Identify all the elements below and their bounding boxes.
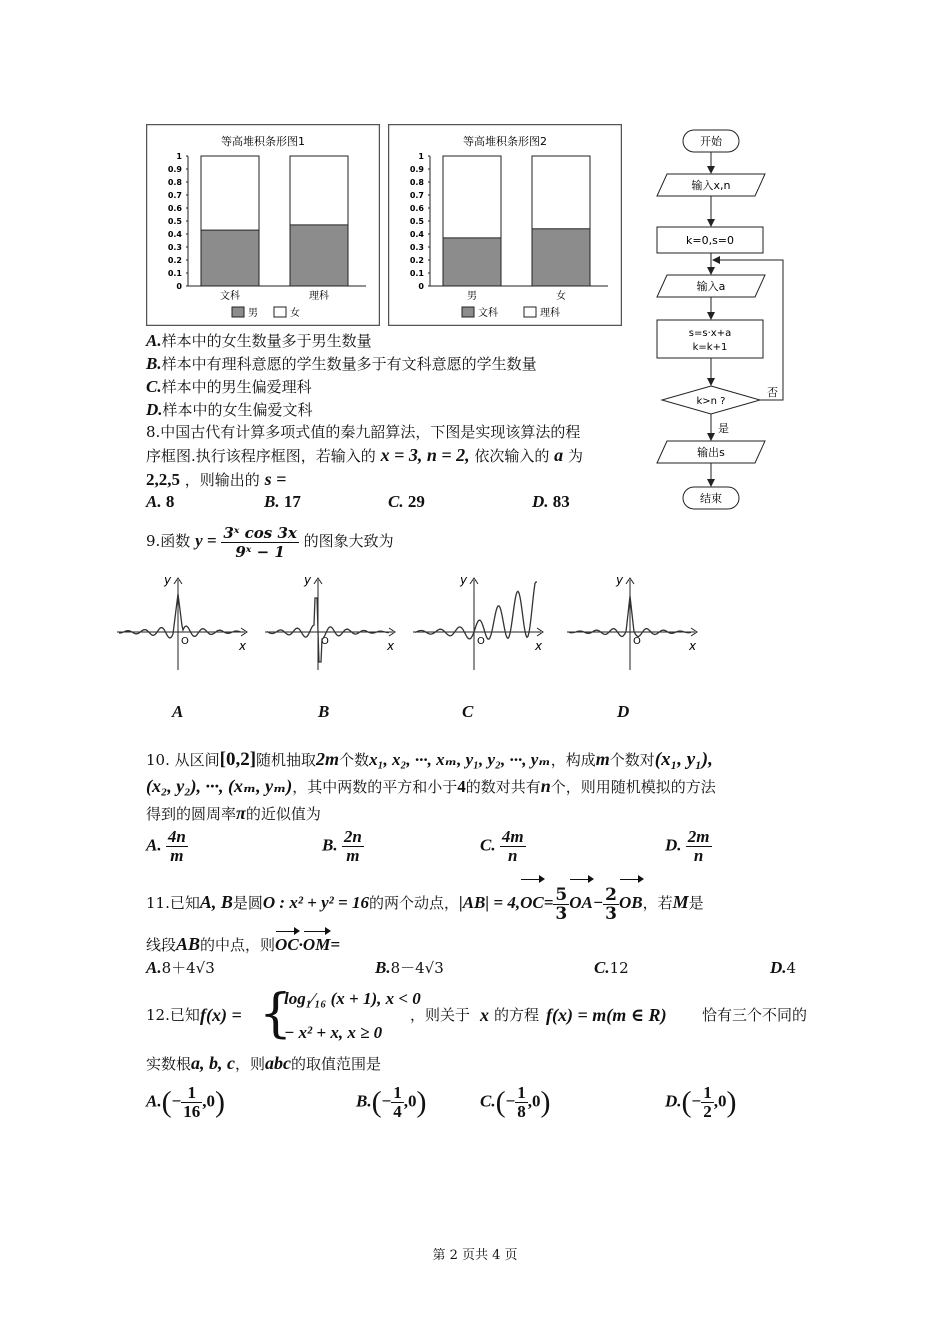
q7-option-c	[146, 376, 312, 398]
origin-label: O	[321, 636, 329, 647]
q12-text: ，则	[235, 1055, 266, 1073]
y-tick-label: 1	[176, 152, 182, 161]
q12-option-b: B.(− $\frac{1}{4}$ ,0)	[356, 1083, 427, 1121]
q8-text: 序框图.执行该程序框图，若输入的	[146, 447, 376, 465]
y-tick-label: 0.2	[167, 256, 182, 265]
q10-pair: (x₁, y₁),	[654, 749, 713, 770]
origin-label: O	[633, 636, 641, 647]
q12-x: x	[480, 1005, 489, 1025]
y-tick-label: 0.4	[167, 230, 182, 239]
q9-label-b: B	[318, 702, 330, 721]
q10-text: ，其中两数的平方和小于	[292, 778, 458, 796]
frac-den: 3	[555, 903, 568, 924]
zero: ,0	[527, 1091, 541, 1111]
q8-values: 2,2,5	[146, 470, 180, 489]
q11-eq: =	[543, 893, 554, 912]
q11-line2	[146, 932, 340, 957]
q10-option-c	[480, 828, 526, 865]
y-tick-label: 0.3	[409, 243, 424, 252]
zero: ,0	[713, 1091, 727, 1111]
q8-option-c	[388, 492, 425, 512]
option-label: C.	[594, 958, 610, 977]
q8-line2	[146, 444, 583, 467]
q11-circle: O : x² + y² = 16	[262, 893, 369, 912]
option-value: 29	[407, 492, 425, 511]
q9-graph-A	[117, 573, 247, 670]
q12-line2	[146, 1052, 381, 1075]
q8-option-b	[264, 492, 301, 512]
frac-den: m	[346, 846, 360, 865]
flow-start-label: 开始	[700, 135, 722, 148]
q11-dot: ·	[298, 935, 303, 954]
option-label: D.	[665, 1091, 682, 1111]
q11-vec-oc: OC	[275, 933, 299, 957]
flow-init-label: k=0,s=0	[685, 234, 735, 247]
q8-text: 依次输入的	[474, 447, 550, 465]
option-value: 17	[283, 492, 301, 511]
chart2-legend-swatch-wenke	[462, 307, 474, 317]
q11-option-d	[770, 957, 796, 979]
q11-ab: A, B	[199, 892, 233, 912]
q10-text: 的数对共有	[465, 778, 541, 796]
q10-text: 10. 从区间	[146, 751, 220, 769]
option-label: D.	[532, 492, 549, 511]
q12-option-a: A.(− $\frac{1}{16}$ ,0)	[146, 1083, 226, 1121]
option-text: 样本中的女生偏爱文科	[162, 401, 313, 419]
option-value: 8－4√3	[390, 959, 444, 977]
q10-m: m	[595, 749, 610, 769]
minus: −	[505, 1091, 516, 1111]
frac-num: 4m	[501, 827, 524, 846]
option-label: C.	[480, 1091, 496, 1111]
flow-input-xn-label: 输入x,n	[691, 179, 731, 192]
frac-den: m	[170, 846, 184, 865]
q12-option-d: D.(− $\frac{1}{2}$ ,0)	[665, 1083, 737, 1121]
q10-text: 随机抽取	[256, 751, 317, 769]
q8-a-var: a	[554, 445, 564, 465]
q11-option-c	[594, 957, 629, 979]
q10-option-d	[665, 828, 712, 865]
origin-label: O	[477, 636, 485, 647]
q11-option-a	[146, 957, 215, 979]
option-label: A.	[146, 1091, 162, 1111]
q11-text: 是圆	[232, 894, 263, 912]
y-tick-label: 0	[176, 282, 182, 291]
flow-input-a-label: 输入a	[696, 280, 726, 293]
frac-num: 1	[703, 1083, 712, 1102]
option-text: 样本中有理科意愿的学生数量多于有文科意愿的学生数量	[161, 355, 537, 373]
minus: −	[381, 1091, 392, 1111]
q11-text: 是	[688, 894, 704, 912]
q8-line1: 8.中国古代有计算多项式值的秦九韶算法，下图是实现该算法的程	[146, 423, 581, 441]
y-tick-label: 0.9	[167, 165, 182, 174]
q9-label-d: D	[617, 702, 630, 721]
chart1-legend-swatch-female	[274, 307, 286, 317]
q10-pi: π	[236, 803, 246, 823]
q11-text: ，若	[642, 894, 673, 912]
q10-text: 的近似值为	[245, 805, 321, 823]
minus: −	[171, 1091, 182, 1111]
q10-n: n	[540, 776, 551, 796]
q9-fraction	[221, 524, 298, 561]
q8-text: 为	[567, 447, 583, 465]
y-tick-label: 0.6	[167, 204, 182, 213]
q10-line3	[146, 802, 321, 825]
chart1-legend-female: 女	[290, 308, 300, 319]
flow-output-label: 输出s	[697, 446, 725, 459]
chart1-category-1: 文科	[220, 291, 240, 302]
q10-text: 个数	[339, 751, 370, 769]
frac-den: n	[693, 846, 704, 865]
frac-num: 2m	[687, 827, 710, 846]
frac-num: 1	[517, 1083, 526, 1102]
y-tick-label: 0.5	[167, 217, 182, 226]
y-tick-label: 0.4	[409, 230, 424, 239]
curve	[267, 598, 389, 662]
q12-fx: f(x) =	[200, 1005, 242, 1025]
axis-x-label: x	[689, 639, 697, 653]
q12-text: 的方程	[494, 1006, 540, 1024]
q11-ab-seg: AB	[176, 934, 201, 954]
option-label: B.	[322, 835, 338, 855]
chart1-category-2: 理科	[309, 291, 329, 302]
q9-graph-B	[265, 573, 395, 670]
axis-y-label: y	[460, 573, 468, 587]
flow-body-line1: s=s·x+a	[688, 328, 732, 339]
origin-label: O	[181, 636, 189, 647]
flow-yes-label: 是	[718, 422, 729, 435]
y-tick-label: 0.9	[409, 165, 424, 174]
q10-text: 个数对	[609, 751, 655, 769]
q10-four: 4	[457, 777, 466, 796]
chart2-bar-male-wenke	[443, 238, 501, 286]
option-value: 12	[609, 959, 629, 977]
option-value: 8	[165, 492, 175, 511]
frac-num: 4n	[167, 827, 186, 846]
chart1-bar-like-male	[290, 225, 348, 286]
q12-option-c: C.(− $\frac{1}{8}$ ,0)	[480, 1083, 551, 1121]
flow-end-label: 结束	[700, 492, 722, 505]
q10-pairs: (x₂, y₂), ···, (xₘ, yₘ)	[146, 776, 293, 796]
frac-den: 4	[393, 1102, 402, 1121]
y-tick-label: 0.2	[409, 256, 424, 265]
q9-graph-D	[567, 573, 697, 670]
q10-option-b	[322, 828, 364, 865]
q10-sequence: x₁, x₂, ···, xₘ, y₁, y₂, ···, yₘ	[369, 750, 551, 769]
y-tick-label: 0.1	[409, 269, 424, 278]
q11-minus: −	[592, 893, 604, 912]
axis-y-label: y	[304, 573, 312, 587]
chart2-legend-like: 理科	[540, 308, 560, 319]
q11-m: M	[672, 892, 689, 912]
q9-stem	[146, 521, 394, 561]
axis-x-label: x	[387, 639, 395, 653]
y-tick-label: 0.8	[409, 178, 424, 187]
frac-num: 2	[605, 884, 618, 905]
chart1-legend-swatch-male	[232, 307, 244, 317]
flow-body-line2: k=k+1	[692, 342, 728, 353]
q7-option-b	[146, 353, 537, 375]
q9-numerator: 3ˣ cos 3x	[223, 523, 297, 542]
frac-num: 2n	[343, 827, 362, 846]
chart1-bar-wenke-male	[201, 230, 259, 286]
frac-num: 1	[181, 1084, 202, 1103]
y-tick-label: 0.7	[409, 191, 424, 200]
chart2-bar-female-wenke	[532, 229, 590, 286]
q11-text: 的两个动点，	[368, 894, 459, 912]
frac-den: 16	[183, 1102, 201, 1121]
q11-text: 的中点，则	[200, 936, 276, 954]
curve	[415, 582, 537, 639]
frac-num: 5	[555, 884, 568, 905]
chart2-category-2: 女	[556, 291, 566, 302]
q12-text: 12.已知	[146, 1006, 200, 1024]
q11-vec-om: OM	[303, 933, 330, 957]
q7-option-d	[146, 399, 313, 421]
q11-abs-ab: |AB| = 4,	[458, 893, 521, 912]
stacked-bar-chart-2	[388, 124, 622, 326]
q12-case1: log₁⁄₁₆ (x + 1), x < 0	[284, 989, 421, 1008]
option-value: 83	[552, 492, 570, 511]
q12-case2: − x² + x, x ≥ 0	[284, 1023, 383, 1042]
q11-vec-ob: OB	[619, 881, 643, 925]
option-label: D.	[146, 400, 163, 419]
option-label: A.	[146, 492, 162, 511]
q12-text: 实数根	[146, 1055, 192, 1073]
q8-option-d	[532, 492, 570, 512]
q10-text: 个，则用随机模拟的方法	[550, 778, 716, 796]
q10-text: 得到的圆周率	[146, 805, 237, 823]
y-tick-label: 0.8	[167, 178, 182, 187]
q12-abc-list: a, b, c	[191, 1053, 236, 1073]
q11-option-b	[375, 957, 444, 979]
y-tick-label: 0.5	[409, 217, 424, 226]
page-footer: 第 2 页共 4 页	[432, 1248, 518, 1263]
option-label: D.	[665, 835, 682, 855]
option-label: C.	[146, 377, 162, 396]
q9-denominator: 9ˣ − 1	[235, 542, 285, 561]
y-tick-label: 1	[418, 152, 424, 161]
option-label: C.	[388, 492, 404, 511]
q10-line1	[146, 745, 713, 774]
q9-graphs	[115, 572, 700, 672]
q8-line3	[146, 468, 286, 491]
y-tick-label: 0.6	[409, 204, 424, 213]
axis-y-label: y	[616, 573, 624, 587]
q8-input-math: x = 3, n = 2,	[380, 445, 470, 465]
q11-line1	[146, 880, 704, 925]
option-text: 样本中的男生偏爱理科	[161, 378, 312, 396]
flow-no-label: 否	[767, 386, 778, 399]
q9-graph-C	[413, 573, 543, 670]
q10-2m: 2m	[316, 749, 340, 769]
option-label: C.	[480, 835, 496, 855]
y-tick-label: 0	[418, 282, 424, 291]
chart1-title: 等高堆积条形图1	[221, 135, 305, 148]
minus: −	[691, 1091, 702, 1111]
q12-abc: abc	[265, 1053, 292, 1073]
q12-text: 恰有三个不同的	[702, 1006, 808, 1024]
frac-num: 1	[393, 1083, 402, 1102]
option-label: A.	[146, 331, 162, 350]
flow-condition-label: k>n ?	[696, 396, 726, 407]
q10-interval: [0,2]	[219, 749, 257, 770]
chart2-legend-swatch-like	[524, 307, 536, 317]
q9-text: 的图象大致为	[303, 532, 394, 550]
q12-brace: {	[259, 984, 293, 1044]
q10-line2	[146, 772, 716, 801]
q8-text: ，则输出的	[184, 471, 260, 489]
option-value: 8＋4√3	[161, 959, 215, 977]
option-label: A.	[146, 835, 162, 855]
y-tick-label: 0.1	[167, 269, 182, 278]
chart2-title: 等高堆积条形图2	[463, 135, 547, 148]
option-label: B.	[146, 354, 162, 373]
q11-vec-oc: OC	[520, 881, 544, 925]
q11-eq: =	[330, 935, 341, 954]
axis-x-label: x	[535, 639, 543, 653]
y-tick-label: 0.7	[167, 191, 182, 200]
q8-s-var: s =	[264, 469, 287, 489]
q11-vec-oa: OA	[569, 881, 593, 925]
chart2-legend-wenke: 文科	[478, 308, 498, 319]
q9-text: 9.函数	[146, 532, 191, 550]
frac-den: 8	[517, 1102, 526, 1121]
axis-y-label: y	[164, 573, 172, 587]
option-label: B.	[356, 1091, 372, 1111]
chart1-legend-male: 男	[248, 308, 258, 319]
q12-text: 的取值范围是	[291, 1055, 382, 1073]
option-label: D.	[770, 958, 787, 977]
q11-text: 11.已知	[146, 894, 200, 912]
axis-x-label: x	[239, 639, 247, 653]
frac-den: n	[507, 846, 518, 865]
option-value: 4	[786, 959, 797, 977]
option-text: 样本中的女生数量多于男生数量	[161, 332, 372, 350]
q10-text: ，构成	[550, 751, 596, 769]
q8-option-a	[146, 492, 174, 512]
frac-den: 2	[703, 1102, 712, 1121]
frac-den: 3	[605, 903, 618, 924]
option-label: B.	[264, 492, 280, 511]
stacked-bar-chart-1	[146, 124, 380, 326]
q10-option-a	[146, 828, 188, 865]
curve	[119, 594, 241, 638]
chart2-category-1: 男	[467, 291, 477, 302]
q7-option-a	[146, 330, 372, 352]
option-label: A.	[146, 958, 162, 977]
zero: ,0	[202, 1091, 216, 1111]
q9-label-c: C	[462, 702, 474, 721]
q9-label-a: A	[172, 702, 184, 721]
q9-y: y =	[195, 531, 217, 550]
zero: ,0	[403, 1091, 417, 1111]
y-tick-label: 0.3	[167, 243, 182, 252]
q11-text: 线段	[146, 936, 177, 954]
q12-text: ，则关于	[410, 1006, 471, 1024]
flowchart	[650, 126, 790, 512]
option-label: B.	[375, 958, 391, 977]
q12-equation: f(x) = m(m ∈ R)	[546, 1005, 667, 1025]
